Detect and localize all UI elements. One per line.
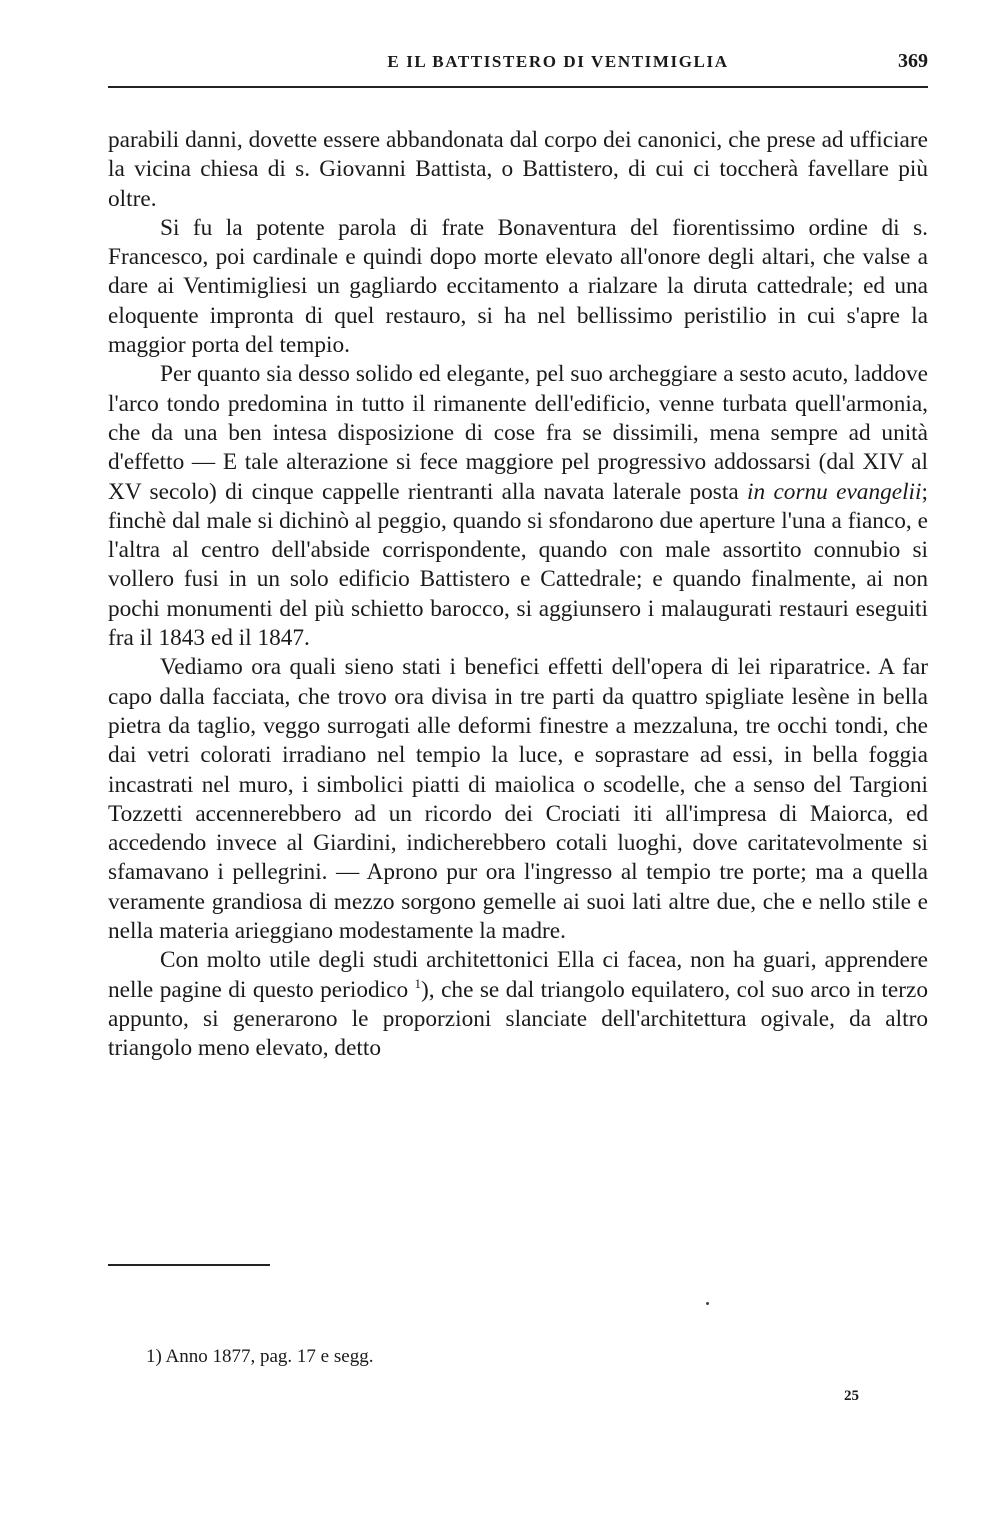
signature-mark: 25: [844, 1388, 859, 1404]
footnote: 1) Anno 1877, pag. 17 e segg.: [146, 1346, 374, 1367]
body-text: [108, 126, 928, 1064]
header-rule: [108, 86, 928, 88]
footnote-mark: 1: [414, 975, 422, 991]
running-head: [108, 48, 928, 78]
paragraph: parabili danni, dovette essere abbandonata dal corpo dei canonici, che prese ad ufficiare la vicina chiesa di s. Giovanni Battista, o Battistero, di cui ci toccherà favellare più oltre.: [108, 127, 928, 212]
paragraph: Vediamo ora quali sieno stati i benefici effetti dell'opera di lei riparatrice. A far capo dalla facciata, che trovo ora divisa in tre parti da quattro spigliate lesène in bella pietra da taglio, veggo surrogati alle deformi finestre a mezzaluna, tre occhi tondi, che dai vetri colorati irradiano nel tempio la luce, e soprastare ad essi, in bella foggia incastrati nel muro, i simbolici piatti di maiolica o scodelle, che a senso del Targioni Tozzetti accennerebbero ad un ricordo dei Crociati iti all'impresa di Maiorca, ed accedendo invece al Giardini, indicherebbero cotali luoghi, dove caritatevolmente si sfamavano i pellegrini. — Aprono pur ora l'ingresso al tempio tre porte; ma a quella veramente grandiosa di mezzo sorgono gemelle ai suoi lati altre due, che e nello stile e nella materia arieggiano modestamente la madre.: [108, 654, 928, 945]
italic-phrase: in cornu evangelii: [747, 478, 922, 505]
running-title: E IL BATTISTERO DI VENTIMIGLIA: [387, 52, 729, 71]
paragraph: [108, 946, 928, 1063]
paragraph-text: Con molto utile degli studi architettonici Ella ci facea, non ha guari, apprendere nelle pagine di questo periodico: [108, 947, 928, 1003]
paragraph: Si fu la potente parola di frate Bonaventura del fiorentissimo ordine di s. Francesco, poi cardinale e quindi dopo morte elevato all'onore degli altari, che valse a dare ai Ventimigliesi un gagliardo eccitamento a rialzare la diruta cattedrale; ed una eloquente impronta di quel restauro, si ha nel bellissimo peristilio in cui s'apre la maggior porta del tempio.: [108, 214, 928, 359]
paragraph-text: Per quanto sia desso solido ed elegante, pel suo archeggiare a sesto acuto, laddove l'arco tondo predomina in tutto il rimanente dell'edificio, venne turbata quell'armonia, che da una ben intesa disposizione di cose fra se dissimili, mena sempre ad unità d'effetto — E tale alterazione si fece maggiore pel progressivo addossarsi (dal XIV al XV secolo) di cinque cappelle rientranti alla navata laterale posta: [108, 361, 928, 505]
print-speck: [706, 1302, 709, 1305]
paragraph-text: ; finchè dal male si dichinò al peggio, quando si sfondarono due aperture l'una a fianco, e l'altra al centro dell'abside corrispondente, quando con male assortito connubio si vollero fusi in un solo edificio Battistero e Cattedrale; e quando finalmente, ai non pochi monumenti del più schietto barocco, si aggiunsero i malaugurati restauri eseguiti fra il 1843 ed il 1847.: [108, 478, 928, 652]
page-number: 369: [898, 50, 928, 72]
footnote-rule: [108, 1264, 270, 1266]
paragraph-text: ), che se dal triangolo equilatero, col suo arco in terzo appunto, si generarono le proporzioni slanciate dell'architettura ogivale, da altro triangolo meno elevato, detto: [108, 976, 928, 1062]
paragraph: [108, 360, 928, 653]
